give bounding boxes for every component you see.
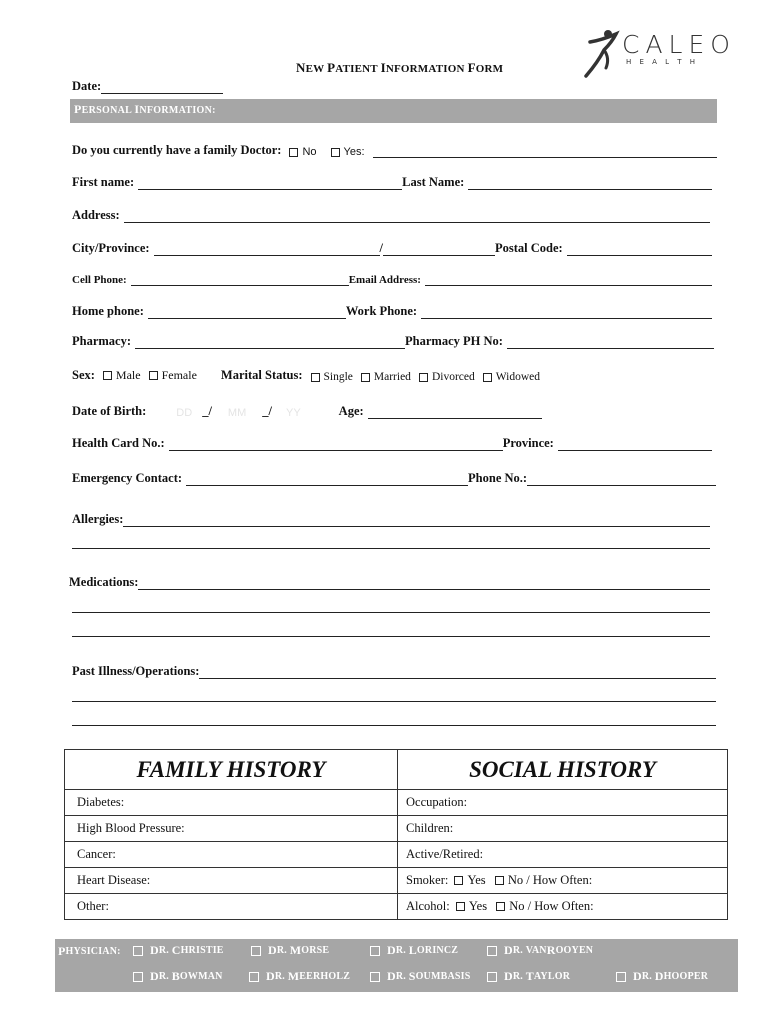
emergency-row: [72, 468, 716, 486]
physician-section: [55, 939, 738, 992]
form-title: NEW PATIENT INFORMATION FORM: [296, 60, 504, 75]
postal-code-field[interactable]: [567, 244, 712, 256]
marital-divorced-option[interactable]: Divorced: [419, 371, 475, 383]
family-doctor-yes-option[interactable]: Yes:: [331, 146, 365, 158]
social-history-occupation[interactable]: Occupation:: [398, 790, 728, 816]
family-history-heart-disease[interactable]: Heart Disease:: [65, 868, 398, 894]
dob-month-field[interactable]: MM: [227, 407, 247, 419]
sex-label: Sex:: [72, 368, 95, 382]
slash-separator: /: [379, 241, 384, 255]
checkbox[interactable]: [331, 148, 340, 157]
work-phone-field[interactable]: [421, 307, 712, 319]
smoker-yes-label: Yes: [467, 873, 486, 887]
checkbox[interactable]: [249, 972, 259, 982]
work-phone-label: Work Phone:: [345, 304, 418, 318]
last-name-field[interactable]: [468, 178, 712, 190]
past-illness-field-line-3[interactable]: [72, 714, 716, 726]
cell-phone-label: Cell Phone:: [72, 274, 127, 286]
city-field[interactable]: [154, 244, 380, 256]
alcohol-no-checkbox[interactable]: [496, 902, 505, 911]
checkbox[interactable]: [487, 972, 497, 982]
date-field[interactable]: [101, 82, 223, 94]
emergency-phone-field[interactable]: [527, 474, 716, 486]
phone-row: [72, 301, 712, 319]
physician-option-morse[interactable]: D R. M ORSE: [251, 943, 329, 958]
email-label: Email Address:: [348, 274, 421, 286]
address-row: [72, 205, 710, 223]
alcohol-no-label: No / How Often:: [509, 899, 594, 913]
family-history-title: FAMILY HISTORY: [65, 750, 398, 790]
checkbox[interactable]: [133, 946, 143, 956]
medications-row: [69, 572, 710, 590]
physician-option-lorincz[interactable]: D R. L ORINCZ: [370, 943, 458, 958]
home-phone-field[interactable]: [148, 307, 346, 319]
health-card-row: [72, 433, 712, 451]
family-history-cancer[interactable]: Cancer:: [65, 842, 398, 868]
history-table: [64, 749, 728, 920]
pharmacy-phone-label: Pharmacy PH No:: [405, 334, 503, 348]
checkbox[interactable]: [616, 972, 626, 982]
first-name-field[interactable]: [138, 178, 402, 190]
family-doctor-row: [72, 140, 717, 158]
cell-phone-field[interactable]: [131, 274, 349, 286]
smoker-label: Smoker:: [406, 873, 449, 887]
logo-brand-text: CALEO: [622, 30, 736, 59]
medications-field[interactable]: [138, 578, 710, 590]
social-history-title: SOCIAL HISTORY: [398, 750, 728, 790]
first-name-label: First name:: [72, 175, 135, 189]
physician-option-soumbasis[interactable]: D R. S OUMBASIS: [370, 969, 471, 984]
physician-option-meerholz[interactable]: D R. M EERHOLZ: [249, 969, 350, 984]
checkbox[interactable]: [103, 371, 112, 380]
age-label: Age:: [338, 404, 364, 418]
past-illness-row: [72, 661, 716, 679]
physician-option-taylor[interactable]: D R. T AYLOR: [487, 969, 570, 984]
email-field[interactable]: [425, 274, 712, 286]
name-row: [72, 172, 712, 190]
checkbox[interactable]: [419, 373, 428, 382]
health-card-province-field[interactable]: [558, 439, 712, 451]
dob-separator: _/: [202, 404, 212, 418]
address-field[interactable]: [124, 211, 710, 223]
emergency-phone-label: Phone No.:: [468, 471, 528, 485]
checkbox[interactable]: [361, 373, 370, 382]
checkbox[interactable]: [289, 148, 298, 157]
address-label: Address:: [72, 208, 120, 222]
smoker-no-label: No / How Often:: [507, 873, 593, 887]
family-doctor-label: Do you currently have a family Doctor:: [72, 143, 282, 157]
checkbox[interactable]: [370, 946, 380, 956]
physician-option-van-rooyen[interactable]: D R. VAN R OOYEN: [487, 943, 593, 958]
marital-married-option[interactable]: Married: [361, 371, 411, 383]
checkbox[interactable]: [483, 373, 492, 382]
allergies-field-line-2[interactable]: [72, 537, 710, 549]
smoker-yes-checkbox[interactable]: [454, 876, 463, 885]
last-name-label: Last Name:: [402, 175, 465, 189]
checkbox[interactable]: [311, 373, 320, 382]
sex-female-option[interactable]: Female: [149, 368, 197, 383]
province-field[interactable]: [383, 244, 495, 256]
sex-male-option[interactable]: Male: [103, 368, 141, 383]
checkbox[interactable]: [487, 946, 497, 956]
logo-sub-text: H E A L T H: [626, 58, 699, 66]
emergency-contact-label: Emergency Contact:: [72, 471, 183, 485]
sex-marital-row: [72, 365, 717, 383]
city-province-label: City/Province:: [72, 241, 150, 255]
physician-option-bowman[interactable]: D R. B OWMAN: [133, 969, 223, 984]
medications-label: Medications:: [69, 575, 139, 589]
dob-day-field[interactable]: DD: [176, 407, 193, 419]
dob-label: Date of Birth:: [72, 404, 147, 418]
health-card-label: Health Card No.:: [72, 436, 165, 450]
province-label: Province:: [502, 436, 554, 450]
checkbox[interactable]: [149, 371, 158, 380]
city-row: [72, 238, 712, 256]
physician-option-christie[interactable]: D R. C HRISTIE: [133, 943, 224, 958]
cell-email-row: [72, 268, 712, 286]
past-illness-field-line-2[interactable]: [72, 690, 716, 702]
medications-field-line-2[interactable]: [72, 601, 710, 613]
pharmacy-phone-field[interactable]: [507, 337, 714, 349]
family-history-other[interactable]: Other:: [65, 894, 398, 920]
emergency-contact-field[interactable]: [186, 474, 468, 486]
checkbox[interactable]: [251, 946, 261, 956]
medications-field-line-3[interactable]: [72, 625, 710, 637]
marital-widowed-option[interactable]: Widowed: [483, 371, 540, 383]
date-row: [72, 76, 232, 94]
age-field[interactable]: [368, 407, 542, 419]
marital-single-option[interactable]: Single: [311, 371, 353, 383]
family-doctor-no-option[interactable]: No: [289, 146, 316, 158]
checkbox[interactable]: [370, 972, 380, 982]
allergies-row: [72, 509, 710, 527]
family-history-high-blood-pressure[interactable]: High Blood Pressure:: [65, 816, 398, 842]
alcohol-label: Alcohol:: [406, 899, 450, 913]
family-history-diabetes[interactable]: Diabetes:: [65, 790, 398, 816]
pharmacy-row: [72, 331, 714, 349]
past-illness-label: Past Illness/Operations:: [72, 664, 200, 678]
allergies-label: Allergies:: [72, 512, 124, 526]
personal-information-header: PERSONAL INFORMATION:: [70, 99, 717, 123]
family-doctor-name-field[interactable]: [373, 146, 717, 158]
alcohol-yes-label: Yes: [468, 899, 488, 913]
alcohol-yes-checkbox[interactable]: [456, 902, 465, 911]
allergies-field[interactable]: [123, 515, 710, 527]
smoker-no-checkbox[interactable]: [495, 876, 504, 885]
checkbox[interactable]: [133, 972, 143, 982]
physician-label: P HYSICIAN:: [58, 944, 121, 958]
social-history-active-retired[interactable]: Active/Retired:: [398, 842, 728, 868]
dob-separator: _/: [262, 404, 272, 418]
past-illness-field[interactable]: [199, 667, 716, 679]
social-history-alcohol: [398, 894, 728, 920]
dob-year-field[interactable]: YY: [285, 407, 301, 419]
health-card-field[interactable]: [169, 439, 503, 451]
social-history-smoker: [398, 868, 728, 894]
home-phone-label: Home phone:: [72, 304, 144, 318]
postal-code-label: Postal Code:: [495, 241, 563, 255]
date-label: Date:: [72, 79, 102, 93]
physician-option-dhooper[interactable]: D R. D HOOPER: [616, 969, 708, 984]
caleo-health-logo: [580, 28, 736, 84]
pharmacy-label: Pharmacy:: [72, 334, 132, 348]
pharmacy-field[interactable]: [135, 337, 405, 349]
marital-status-label: Marital Status:: [220, 368, 303, 382]
dob-row: [72, 401, 542, 419]
social-history-children[interactable]: Children:: [398, 816, 728, 842]
